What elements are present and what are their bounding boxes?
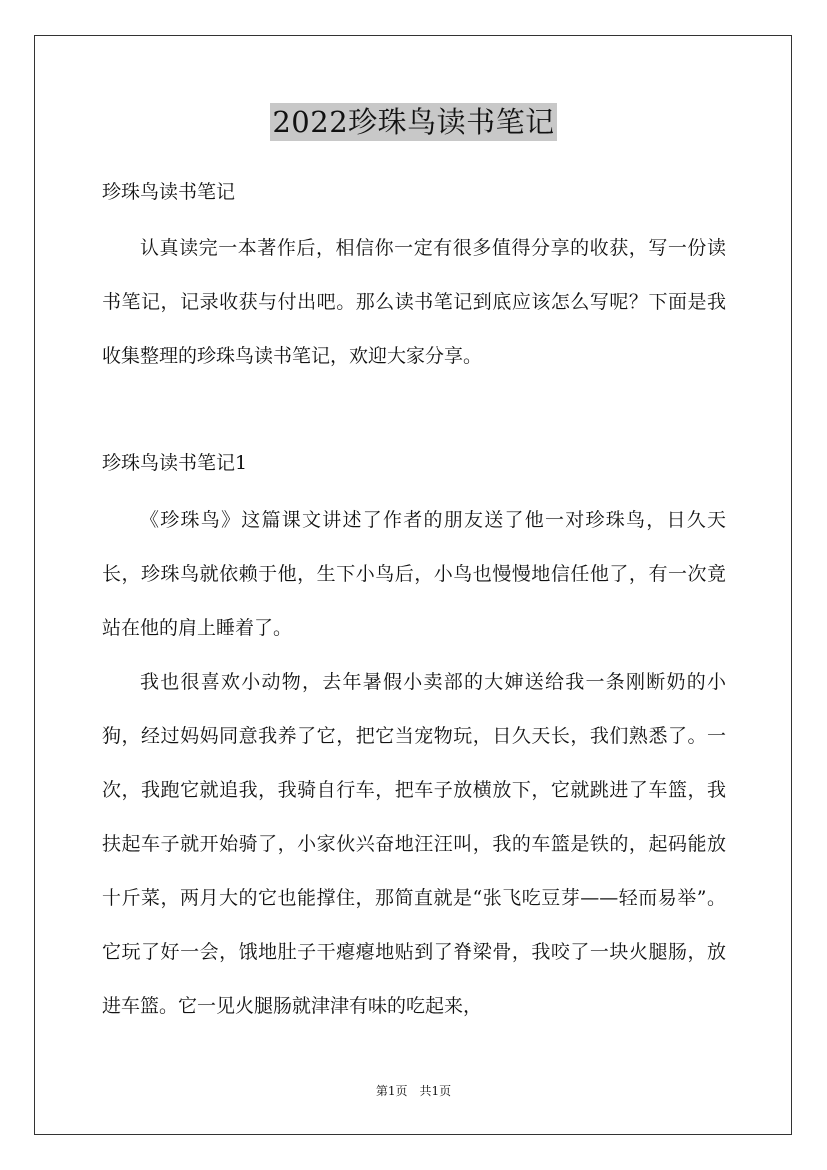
intro-paragraph: 认真读完一本著作后，相信你一定有很多值得分享的收获，写一份读书笔记，记录收获与付出吧。那么读书笔记到底应该怎么写呢？下面是我收集整理的珍珠鸟读书笔记，欢迎大家分享。 bbox=[102, 237, 726, 367]
page-footer bbox=[0, 1083, 827, 1099]
title-wrapper bbox=[0, 103, 827, 141]
page-total: 共1页 bbox=[419, 1084, 452, 1098]
note1-paragraph-2: 我也很喜欢小动物，去年暑假小卖部的大婶送给我一条刚断奶的小狗，经过妈妈同意我养了它，把它当宠物玩，日久天长，我们熟悉了。一次，我跑它就追我，我骑自行车，把车子放横放下，它就跳进了车篮，我扶起车子就开始骑了，小家伙兴奋地汪汪叫，我的车篮是铁的，起码能放十斤菜，两月大的它也能撑住，那简直就是“张飞吃豆芽——轻而易举”。它玩了好一会，饿地肚子干瘪瘪地贴到了脊梁骨，我咬了一块火腿肠，放进车篮。它一见火腿肠就津津有味的吃起来， bbox=[102, 671, 726, 1017]
note1-heading: 珍珠鸟读书笔记1 bbox=[102, 452, 248, 474]
document-title: 2022珍珠鸟读书笔记 bbox=[272, 105, 555, 139]
intro-heading: 珍珠鸟读书笔记 bbox=[102, 181, 236, 203]
page-number: 第1页 bbox=[375, 1084, 408, 1098]
note1-paragraph-1: 《珍珠鸟》这篇课文讲述了作者的朋友送了他一对珍珠鸟，日久天长，珍珠鸟就依赖于他，生下小鸟后，小鸟也慢慢地信任他了，有一次竟站在他的肩上睡着了。 bbox=[102, 509, 726, 639]
